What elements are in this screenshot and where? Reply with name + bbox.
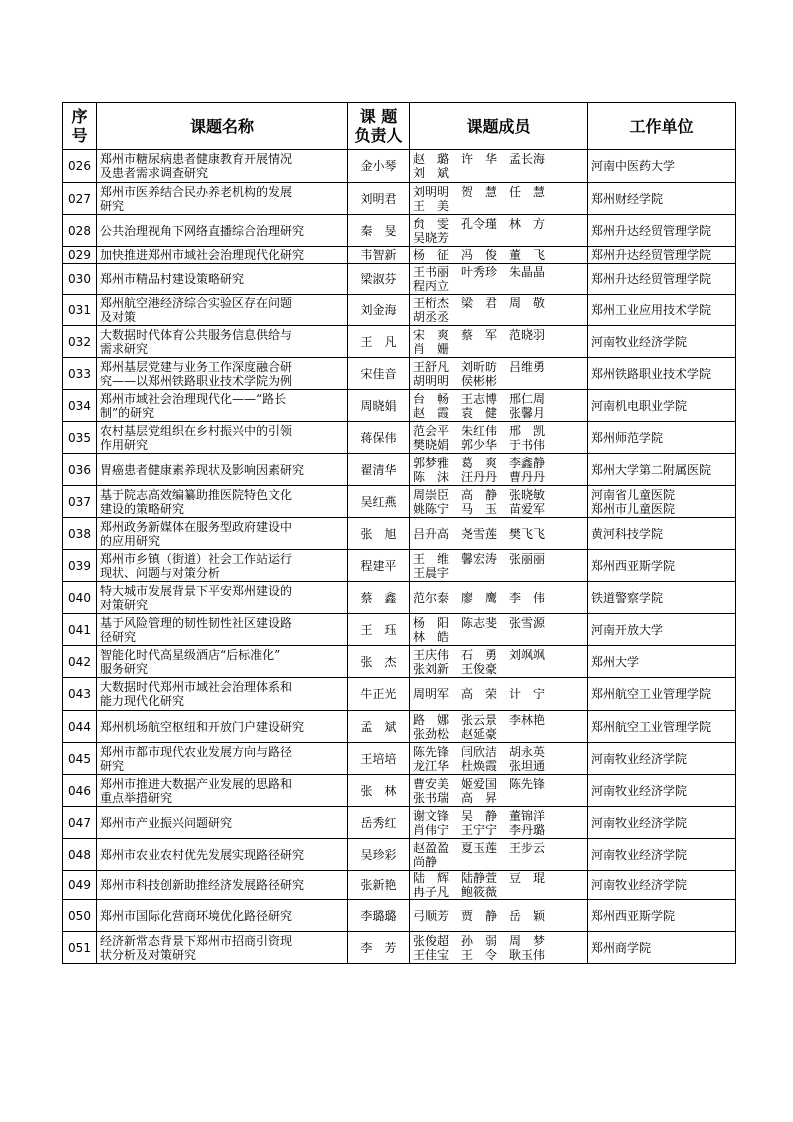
project-title-line: 郑州政务新媒体在服务型政府建设中 [100,519,293,534]
project-members-line: 杨 征 冯 俊 董 飞 [413,248,546,262]
work-unit-line: 郑州工业应用技术学院 [591,303,712,317]
work-unit-line: 黄河科技学院 [591,526,664,541]
project-title [97,839,348,871]
work-unit-line: 郑州财经学院 [591,191,664,206]
project-title-line: 郑州市糖尿病患者健康教育开展情况 [100,152,293,166]
project-title-line: 及对策 [100,310,137,324]
project-title [97,264,348,295]
table-row [63,422,736,454]
project-members [410,743,588,775]
work-unit-line: 河南机电职业学院 [591,398,688,413]
project-members [410,183,588,215]
project-title-line: 郑州市科技创新助推经济发展路径研究 [100,878,305,892]
project-members-line: 范尔泰 廖 鹰 李 伟 [413,590,546,605]
project-members [410,486,588,518]
project-members-line: 弓顺芳 贾 静 岳 颖 [413,908,546,923]
project-title-line: 郑州市精品村建设策略研究 [100,272,245,286]
project-members-line: 王桁杰 梁 君 周 敬 [413,296,546,310]
row-number: 051 [63,932,97,964]
project-title [97,646,348,678]
row-number: 041 [63,614,97,646]
work-unit [588,614,736,646]
project-members-line: 台 畅 王志博 邢仁周 [413,391,546,406]
row-number: 047 [63,807,97,839]
header-no [63,103,97,150]
project-leader: 吴珍彩 [348,839,410,871]
project-members-line: 赵盈盈 夏玉莲 王步云 [413,840,546,855]
project-title [97,711,348,743]
work-unit-line: 郑州大学 [591,654,640,669]
table-row [63,264,736,295]
project-members [410,247,588,264]
row-number: 049 [63,871,97,900]
project-members-line: 王舒凡 刘昕昉 吕维勇 [413,359,546,374]
work-unit [588,454,736,486]
project-members-line: 张书瑞 高 昇 [413,790,498,805]
project-title-line: 的应用研究 [100,533,161,548]
table-row [63,295,736,326]
project-members [410,295,588,326]
work-unit [588,518,736,550]
work-unit [588,264,736,295]
work-unit [588,900,736,932]
project-leader: 张 杰 [348,646,410,678]
table-row [63,678,736,711]
project-leader: 宋佳音 [348,358,410,390]
work-unit [588,358,736,390]
row-number: 039 [63,550,97,582]
project-members [410,807,588,839]
work-unit-line: 郑州师范学院 [591,430,664,445]
work-unit [588,390,736,422]
work-unit-line: 河南牧业经济学院 [591,783,688,798]
project-title [97,678,348,711]
project-title-line: 服务研究 [100,661,149,676]
project-title [97,743,348,775]
project-members [410,871,588,900]
work-unit [588,932,736,964]
project-members-line: 樊晓娟 郭少华 于书伟 [413,437,546,452]
project-members [410,900,588,932]
project-title-line: 郑州市域社会治理现代化——“路长 [100,391,287,406]
project-members-line: 刘 斌 [413,166,450,180]
project-title [97,358,348,390]
project-members [410,550,588,582]
project-title-line: 郑州市国际化营商环境优化路径研究 [100,908,293,923]
project-members [410,422,588,454]
table-row [63,486,736,518]
project-title-line: 作用研究 [100,437,149,452]
row-number: 050 [63,900,97,932]
project-title-line: 郑州市乡镇（街道）社会工作站运行 [100,551,293,566]
row-number: 040 [63,582,97,614]
project-title [97,775,348,807]
project-leader: 张 林 [348,775,410,807]
project-members [410,582,588,614]
work-unit [588,871,736,900]
project-leader: 蒋保伟 [348,422,410,454]
row-number: 032 [63,326,97,358]
project-leader: 王 珏 [348,614,410,646]
table-row [63,711,736,743]
project-title-line: 对策研究 [100,597,149,612]
project-members-line: 尚静 [413,854,438,869]
project-title [97,582,348,614]
project-members [410,932,588,964]
work-unit-line: 郑州升达经贸管理学院 [591,272,712,286]
project-title-line: 郑州市推进大数据产业发展的思路和 [100,776,293,791]
table-row [63,454,736,486]
table-row [63,215,736,247]
header-no-line: 号 [71,126,88,145]
project-title-line: 公共治理视角下网络直播综合治理研究 [100,223,305,238]
work-unit-line: 河南省儿童医院 [591,487,676,502]
project-leader: 周晓娟 [348,390,410,422]
project-members-line: 张劲松 赵延豪 [413,726,498,741]
project-leader: 秦 旻 [348,215,410,247]
project-members [410,454,588,486]
project-members-line: 胡丞丞 [413,310,450,324]
project-leader: 张 旭 [348,518,410,550]
project-members [410,775,588,807]
project-leader: 翟清华 [348,454,410,486]
table-row [63,807,736,839]
row-number: 029 [63,247,97,264]
project-members-line: 龙江华 杜焕霞 张坦通 [413,758,546,773]
table-row [63,582,736,614]
project-members-line: 刘明明 贺 慧 任 慧 [413,184,546,199]
project-members-line: 谢文锋 吴 静 董锦洋 [413,808,546,823]
project-members-line: 林 皓 [413,629,450,644]
project-title-line: 胃癌患者健康素养现状及影响因素研究 [100,462,305,477]
project-members [410,358,588,390]
work-unit-line: 郑州商学院 [591,940,652,955]
project-members-line: 陈 沫 汪丹丹 曹丹丹 [413,469,546,484]
table-row [63,550,736,582]
work-unit [588,807,736,839]
row-number: 044 [63,711,97,743]
work-unit-line: 郑州铁路职业技术学院 [591,366,712,381]
project-members-line: 宋 爽 蔡 军 范晓羽 [413,327,546,342]
table-row [63,646,736,678]
project-title-line: 能力现代化研究 [100,694,185,708]
project-leader: 王 凡 [348,326,410,358]
row-number: 026 [63,150,97,183]
table-row [63,775,736,807]
project-leader: 程建平 [348,550,410,582]
project-title-line: 郑州基层党建与业务工作深度融合研 [100,359,293,374]
project-members-line: 赵 璐 许 华 孟长海 [413,152,546,166]
project-leader: 张新艳 [348,871,410,900]
work-unit-line: 河南开放大学 [591,622,664,637]
project-title [97,871,348,900]
project-leader: 李璐璐 [348,900,410,932]
table-row [63,871,736,900]
project-members [410,215,588,247]
work-unit [588,247,736,264]
header-no-line: 序 [71,107,88,126]
project-members-line: 贠 雯 孔令瑾 林 方 [413,216,546,231]
row-number: 034 [63,390,97,422]
row-number: 046 [63,775,97,807]
header-members: 课题成员 [410,103,588,150]
project-title [97,215,348,247]
row-number: 030 [63,264,97,295]
row-number: 036 [63,454,97,486]
project-title-line: 郑州市医养结合民办养老机构的发展 [100,184,293,199]
table-row [63,839,736,871]
project-title-line: 重点举措研究 [100,790,173,805]
project-members-line: 王晨宇 [413,565,450,580]
project-title [97,932,348,964]
table-row [63,614,736,646]
row-number: 027 [63,183,97,215]
header-leader-line: 负责人 [354,126,403,145]
work-unit [588,646,736,678]
project-title-line: 径研究 [100,629,137,644]
project-title-line: 郑州机场航空枢纽和开放门户建设研究 [100,719,305,734]
work-unit [588,678,736,711]
project-title-line: 大数据时代体育公共服务信息供给与 [100,327,293,342]
project-title-line: 究——以郑州铁路职业技术学院为例 [100,373,293,388]
project-title-line: 郑州航空港经济综合实验区存在问题 [100,296,293,310]
table-row [63,150,736,183]
project-title [97,183,348,215]
work-unit [588,486,736,518]
row-number: 035 [63,422,97,454]
work-unit-line: 铁道警察学院 [591,590,664,605]
work-unit-line: 河南牧业经济学院 [591,815,688,830]
work-unit [588,150,736,183]
row-number: 028 [63,215,97,247]
work-unit [588,422,736,454]
work-unit-line: 郑州航空工业管理学院 [591,687,712,701]
table-row [63,247,736,264]
project-members-line: 杨 阳 陈志斐 张雪源 [413,615,546,630]
project-members [410,711,588,743]
project-table [62,102,736,964]
table-row [63,183,736,215]
project-members [410,150,588,183]
row-number: 037 [63,486,97,518]
row-number: 031 [63,295,97,326]
project-members-line: 张俊超 孙 弱 周 梦 [413,933,546,948]
project-title-line: 需求研究 [100,341,149,356]
row-number: 042 [63,646,97,678]
project-members-line: 陆 辉 陆静萱 豆 琨 [413,871,546,885]
project-title [97,807,348,839]
project-members-line: 胡明明 侯彬彬 [413,373,498,388]
project-title-line: 智能化时代高星级酒店“后标准化” [100,647,281,662]
header-row [63,103,736,150]
work-unit-line: 河南牧业经济学院 [591,878,688,892]
project-title [97,295,348,326]
project-title [97,486,348,518]
project-members-line: 肖伟宁 王宁宁 李丹璐 [413,822,546,837]
project-members-line: 王佳宝 王 令 耿玉伟 [413,947,546,962]
project-title [97,247,348,264]
row-number: 033 [63,358,97,390]
project-title-line: 研究 [100,198,125,213]
row-number: 048 [63,839,97,871]
project-members-line: 程丙立 [413,279,450,293]
work-unit-line: 郑州西亚斯学院 [591,558,676,573]
work-unit [588,711,736,743]
project-title-line: 特大城市发展背景下平安郑州建设的 [100,583,293,598]
project-members [410,518,588,550]
row-number: 043 [63,678,97,711]
work-unit-line: 郑州市儿童医院 [591,501,676,516]
work-unit [588,743,736,775]
work-unit [588,582,736,614]
project-leader: 蔡 鑫 [348,582,410,614]
header-title: 课题名称 [97,103,348,150]
project-members-line: 王 美 [413,198,450,213]
work-unit-line: 郑州升达经贸管理学院 [591,248,712,262]
project-title-line: 研究 [100,758,125,773]
work-unit [588,326,736,358]
project-leader: 刘明君 [348,183,410,215]
project-members [410,614,588,646]
row-number: 045 [63,743,97,775]
header-unit: 工作单位 [588,103,736,150]
project-title [97,550,348,582]
project-title [97,326,348,358]
work-unit [588,295,736,326]
project-members-line: 曹安美 姬爱国 陈先锋 [413,776,546,791]
project-title-line: 郑州市农业农村优先发展实现路径研究 [100,847,305,862]
table-row [63,932,736,964]
project-leader: 韦智新 [348,247,410,264]
work-unit-line: 河南牧业经济学院 [591,334,688,349]
project-members-line: 冉子凡 鲍筱薇 [413,885,498,899]
project-members-line: 郭梦雅 葛 爽 李鑫静 [413,455,546,470]
project-leader: 吴红燕 [348,486,410,518]
project-title [97,518,348,550]
project-members-line: 张刘新 王俊豪 [413,661,498,676]
project-title-line: 制”的研究 [100,405,155,420]
work-unit-line: 河南牧业经济学院 [591,847,688,862]
project-members-line: 周明军 高 荣 计 宁 [413,687,546,701]
work-unit [588,550,736,582]
work-unit-line: 郑州西亚斯学院 [591,908,676,923]
project-title-line: 及患者需求调查研究 [100,166,209,180]
project-title-line: 大数据时代郑州市域社会治理体系和 [100,680,293,694]
project-members [410,326,588,358]
work-unit-line: 郑州航空工业管理学院 [591,719,712,734]
work-unit-line: 郑州升达经贸管理学院 [591,223,712,238]
project-title-line: 农村基层党组织在乡村振兴中的引领 [100,423,293,438]
project-title-line: 郑州市产业振兴问题研究 [100,815,233,830]
project-members-line: 赵 霞 袁 健 张馨月 [413,405,546,420]
row-number: 038 [63,518,97,550]
project-leader: 孟 斌 [348,711,410,743]
project-members [410,678,588,711]
project-members-line: 路 娜 张云景 李林艳 [413,712,546,727]
project-title-line: 加快推进郑州市域社会治理现代化研究 [100,248,305,262]
table-row [63,326,736,358]
project-title-line: 基于院志高效编纂助推医院特色文化 [100,487,293,502]
project-title [97,422,348,454]
project-members-line: 姚陈宁 马 玉 苗爱军 [413,501,546,516]
work-unit-line: 河南中医药大学 [591,159,676,173]
project-members-line: 范会平 朱红伟 邢 凯 [413,423,546,438]
project-title-line: 状分析及对策研究 [100,947,197,962]
project-leader: 岳秀红 [348,807,410,839]
table-row [63,900,736,932]
project-leader: 刘金海 [348,295,410,326]
project-members-line: 吴晓芳 [413,230,450,245]
work-unit [588,183,736,215]
project-members-line: 肖 姗 [413,341,450,356]
project-leader: 牛正光 [348,678,410,711]
project-leader: 王培培 [348,743,410,775]
project-title [97,454,348,486]
project-title [97,390,348,422]
project-leader: 李 芳 [348,932,410,964]
project-members-line: 陈先锋 闫欣洁 胡永英 [413,744,546,759]
project-members [410,264,588,295]
header-leader [348,103,410,150]
project-leader: 梁淑芬 [348,264,410,295]
header-leader-line: 课 题 [359,107,398,126]
project-members-line: 王 维 馨宏涛 张丽丽 [413,551,546,566]
work-unit-line: 郑州大学第二附属医院 [591,462,712,477]
project-members [410,390,588,422]
project-title-line: 郑州市都市现代农业发展方向与路径 [100,744,293,759]
project-title-line: 基于风险管理的韧性韧性社区建设路 [100,615,293,630]
project-title-line: 现状、问题与对策分析 [100,565,221,580]
project-members-line: 吕升高 尧雪莲 樊飞飞 [413,526,546,541]
work-unit-line: 河南牧业经济学院 [591,751,688,766]
table-row [63,390,736,422]
project-members-line: 王书丽 叶秀珍 朱晶晶 [413,265,546,279]
table-row [63,518,736,550]
work-unit [588,839,736,871]
work-unit [588,775,736,807]
project-leader: 金小琴 [348,150,410,183]
table-row [63,743,736,775]
project-title [97,150,348,183]
project-members-line: 周崇臣 高 静 张晓敏 [413,487,546,502]
table-row [63,358,736,390]
project-members [410,839,588,871]
project-title [97,900,348,932]
project-title-line: 经济新常态背景下郑州市招商引资现 [100,933,293,948]
project-members-line: 王庆伟 石 勇 刘飒飒 [413,647,546,662]
project-title [97,614,348,646]
project-members [410,646,588,678]
project-title-line: 建设的策略研究 [100,501,185,516]
work-unit [588,215,736,247]
